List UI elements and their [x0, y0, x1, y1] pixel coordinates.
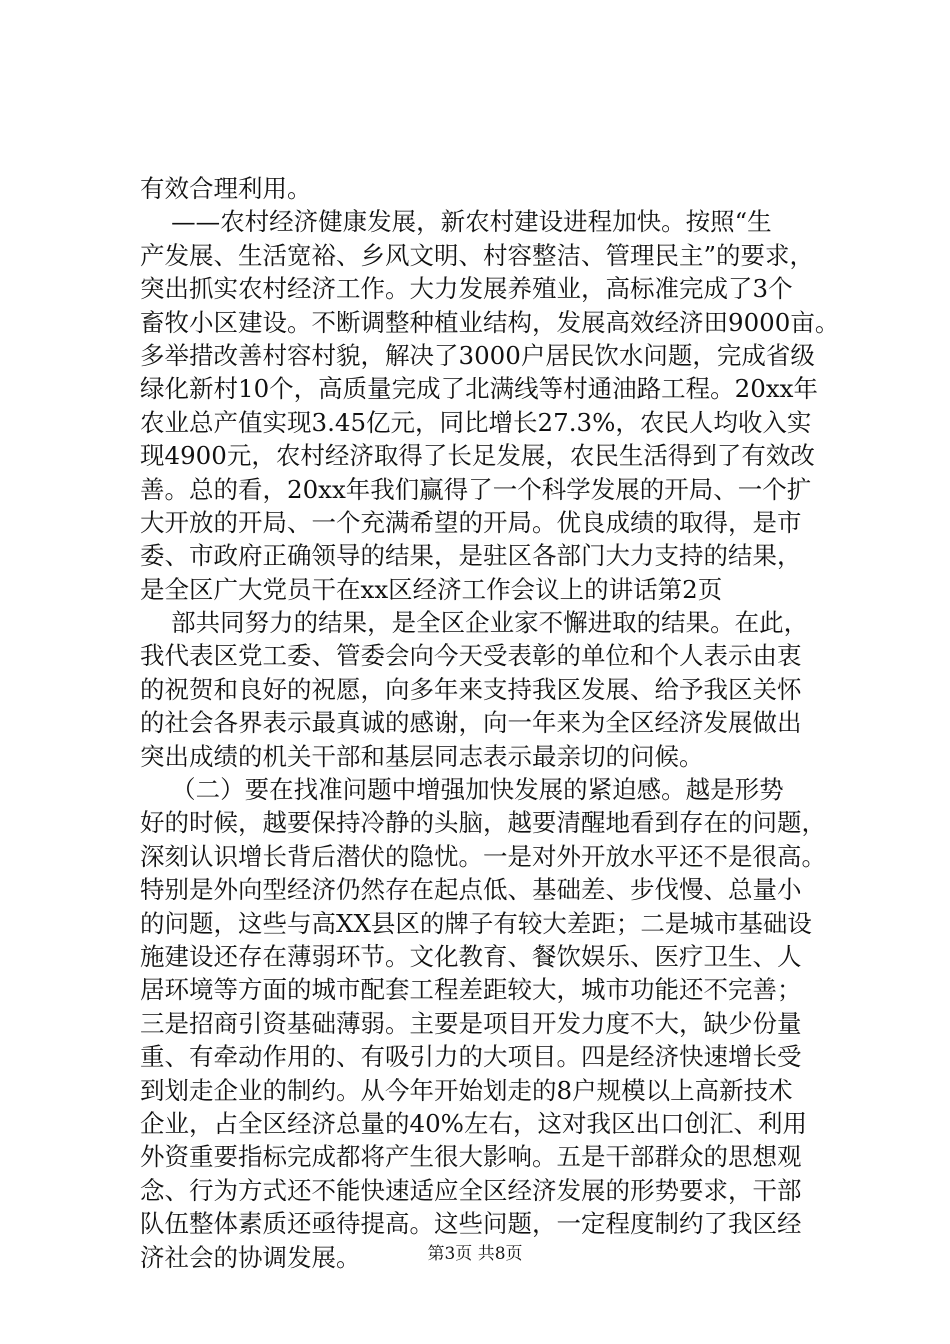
text-line: 畜牧小区建设。不断调整种植业结构，发展高效经济田9000亩。 — [140, 307, 840, 337]
text-line: 深刻认识增长背后潜伏的隐忧。一是对外开放水平还不是很高。 — [140, 841, 826, 871]
text-line: 我代表区党工委、管委会向今天受表彰的单位和个人表示由衷 — [140, 641, 802, 671]
text-line: 有效合理利用。 — [140, 174, 312, 203]
text-line: 大开放的开局、一个充满希望的开局。优良成绩的取得，是市 — [140, 507, 802, 537]
text-line: 产发展、生活宽裕、乡风文明、村容整洁、管理民主”的要求， — [140, 240, 815, 270]
text-line: 突出成绩的机关干部和基层同志表示最亲切的问候。 — [140, 741, 704, 771]
text-line: 部共同努力的结果，是全区企业家不懈进取的结果。在此， — [140, 608, 809, 638]
text-line: 好的时候，越要保持冷静的头脑，越要清醒地看到存在的问题， — [140, 808, 826, 838]
text-line: 是全区广大党员干在xx区经济工作会议上的讲话第2页 — [140, 574, 723, 604]
text-line: 的问题，这些与高XX县区的牌子有较大差距；二是城市基础设 — [140, 908, 812, 938]
text-line: ——农村经济健康发展，新农村建设进程加快。按照“生 — [140, 207, 772, 237]
text-line: （二）要在找准问题中增强加快发展的紧迫感。越是形势 — [140, 775, 784, 805]
text-line: 的祝贺和良好的祝愿，向多年来支持我区发展、给予我区关怀 — [140, 674, 802, 704]
text-line: 队伍整体素质还亟待提高。这些问题，一定程度制约了我区经 — [140, 1209, 802, 1239]
text-line: 居环境等方面的城市配套工程差距较大，城市功能还不完善； — [140, 975, 802, 1005]
text-line: 绿化新村10个，高质量完成了北满线等村通油路工程。20xx年 — [140, 374, 818, 404]
text-line: 农业总产值实现3.45亿元，同比增长27.3%，农民人均收入实 — [140, 407, 812, 437]
text-line: 念、行为方式还不能快速适应全区经济发展的形势要求，干部 — [140, 1175, 802, 1205]
body-text — [140, 172, 840, 1274]
page-footer: 第3页 共8页 — [427, 1244, 523, 1264]
text-line: 突出抓实农村经济工作。大力发展养殖业，高标准完成了3个 — [140, 274, 793, 304]
text-line: 外资重要指标完成都将产生很大影响。五是干部群众的思想观 — [140, 1142, 802, 1172]
text-line: 的社会各界表示最真诚的感谢，向一年来为全区经济发展做出 — [140, 708, 802, 738]
text-line: 现4900元，农村经济取得了长足发展，农民生活得到了有效改 — [140, 441, 815, 471]
text-line: 济社会的协调发展。 — [140, 1242, 361, 1272]
text-line: 善。总的看，20xx年我们赢得了一个科学发展的开局、一个扩 — [140, 474, 812, 504]
text-line: 三是招商引资基础薄弱。主要是项目开发力度不大，缺少份量 — [140, 1008, 802, 1038]
text-line: 重、有牵动作用的、有吸引力的大项目。四是经济快速增长受 — [140, 1042, 802, 1072]
text-line: 特别是外向型经济仍然存在起点低、基础差、步伐慢、总量小 — [140, 875, 802, 905]
text-line: 委、市政府正确领导的结果，是驻区各部门大力支持的结果， — [140, 541, 802, 571]
text-line: 多举措改善村容村貌，解决了3000户居民饮水问题，完成省级 — [140, 340, 815, 370]
text-line: 到划走企业的制约。从今年开始划走的8户规模以上高新技术 — [140, 1075, 793, 1105]
text-line: 施建设还存在薄弱环节。文化教育、餐饮娱乐、医疗卫生、人 — [140, 941, 802, 971]
text-line: 企业，占全区经济总量的40%左右，这对我区出口创汇、利用 — [140, 1108, 807, 1138]
